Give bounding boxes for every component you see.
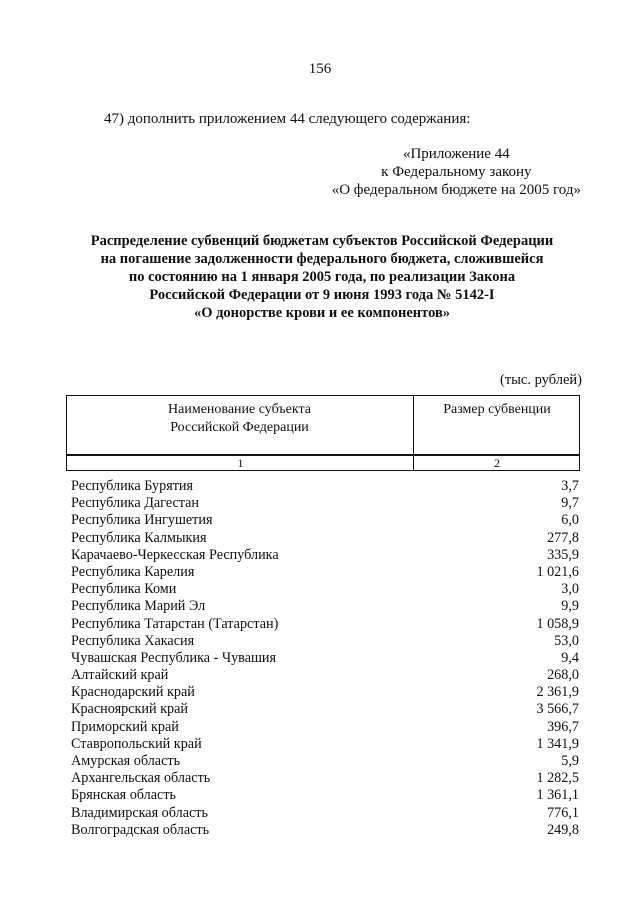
table-row: [71, 736, 579, 753]
subvention-amount: 1 341,9: [536, 735, 579, 752]
table-row: [71, 770, 579, 787]
table-row: [71, 787, 579, 804]
column-header-subject-line: Наименование субъекта: [168, 402, 311, 417]
subvention-amount: 396,7: [547, 718, 579, 735]
table-row: [71, 822, 579, 839]
subvention-amount: 6,0: [561, 512, 579, 529]
subvention-amount: 1 361,1: [536, 787, 579, 804]
subvention-amount: 1 058,9: [536, 615, 579, 632]
amendment-instruction: 47) дополнить приложением 44 следующего содержания:: [104, 111, 471, 127]
table-row: [71, 616, 579, 633]
subject-name: Волгоградская область: [71, 821, 210, 838]
appendix-header-line: к Федеральному закону: [381, 164, 532, 180]
page-number: 156: [308, 61, 332, 77]
table-row: [71, 805, 579, 822]
column-header-amount: Размер субвенции: [443, 402, 551, 417]
column-header-subject: [66, 401, 413, 437]
subvention-amount: 9,4: [561, 649, 579, 666]
subject-name: Республика Калмыкия: [71, 529, 207, 546]
table-row: [71, 684, 579, 701]
subject-name: Республика Бурятия: [71, 478, 194, 494]
column-number-row: [66, 455, 580, 471]
subvention-amount: 776,1: [547, 804, 579, 821]
document-title-line: Российской Федерации от 9 июня 1993 года № 5142-I: [149, 287, 495, 303]
subvention-amount: 249,8: [547, 821, 579, 838]
subject-name: Республика Ингушетия: [71, 512, 213, 529]
subject-name: Алтайский край: [71, 667, 169, 684]
table-row: [71, 650, 579, 667]
table-row: [71, 667, 579, 684]
table-row: [71, 564, 579, 581]
units-note: (тыс. рублей): [500, 372, 582, 388]
subject-name: Республика Карелия: [71, 563, 195, 580]
table-row: [71, 719, 579, 736]
subject-name: Владимирская область: [71, 804, 208, 821]
document-title-line: по состоянию на 1 января 2005 года, по реализации Закона: [128, 269, 516, 285]
table-row: [71, 478, 579, 495]
subvention-amount: 1 282,5: [536, 770, 579, 787]
subvention-amount: 335,9: [547, 546, 579, 563]
subject-name: Ставропольский край: [71, 735, 202, 752]
subject-name: Краснодарский край: [71, 684, 195, 701]
table-row: [71, 633, 579, 650]
subject-name: Архангельская область: [71, 770, 211, 787]
document-title-line: «О донорстве крови и ее компонентов»: [193, 305, 451, 321]
table-row: [71, 581, 579, 598]
subject-name: Республика Татарстан (Татарстан): [71, 615, 279, 632]
table-row: [71, 512, 579, 529]
subject-name: Республика Дагестан: [71, 495, 200, 512]
subvention-amount: 268,0: [547, 667, 579, 684]
table-row: [71, 753, 579, 770]
table-row: [71, 547, 579, 564]
subject-name: Брянская область: [71, 787, 177, 804]
subvention-amount: 277,8: [547, 529, 579, 546]
table-row: [71, 530, 579, 547]
appendix-header: [332, 145, 581, 199]
subject-name: Республика Коми: [71, 581, 177, 598]
subject-name: Красноярский край: [71, 701, 188, 718]
subject-name: Карачаево-Черкесская Республика: [71, 546, 279, 563]
subvention-amount: 9,9: [561, 598, 579, 615]
subvention-amount: 9,7: [561, 495, 579, 512]
subvention-amount: 3 566,7: [536, 701, 579, 718]
subject-name: Амурская область: [71, 753, 181, 769]
subvention-amount: 5,9: [561, 753, 579, 769]
subvention-amount: 3,0: [561, 581, 579, 598]
subject-name: Республика Марий Эл: [71, 598, 206, 615]
appendix-header-line: «Приложение 44: [402, 146, 510, 162]
subvention-amount: 1 021,6: [536, 563, 579, 580]
document-title-line: на погашение задолженности федерального бюджета, сложившейся: [100, 251, 544, 267]
table-body: [71, 478, 579, 839]
column-number-1: 1: [237, 456, 244, 470]
subject-name: Чувашская Республика - Чувашия: [71, 649, 277, 666]
document-title: [80, 232, 564, 322]
table-header: [66, 395, 580, 472]
subject-name: Приморский край: [71, 718, 179, 735]
subvention-amount: 2 361,9: [536, 684, 579, 701]
subvention-amount: 53,0: [554, 632, 579, 649]
appendix-header-line: «О федеральном бюджете на 2005 год»: [331, 182, 581, 198]
column-number-2: 2: [494, 456, 500, 470]
table-row: [71, 701, 579, 718]
table-row: [71, 598, 579, 615]
subvention-amount: 3,7: [561, 478, 579, 494]
document-title-line: Распределение субвенций бюджетам субъектов Российской Федерации: [90, 233, 554, 249]
table-row: [71, 495, 579, 512]
subject-name: Республика Хакасия: [71, 632, 195, 649]
column-header-subject-line: Российской Федерации: [170, 420, 309, 435]
